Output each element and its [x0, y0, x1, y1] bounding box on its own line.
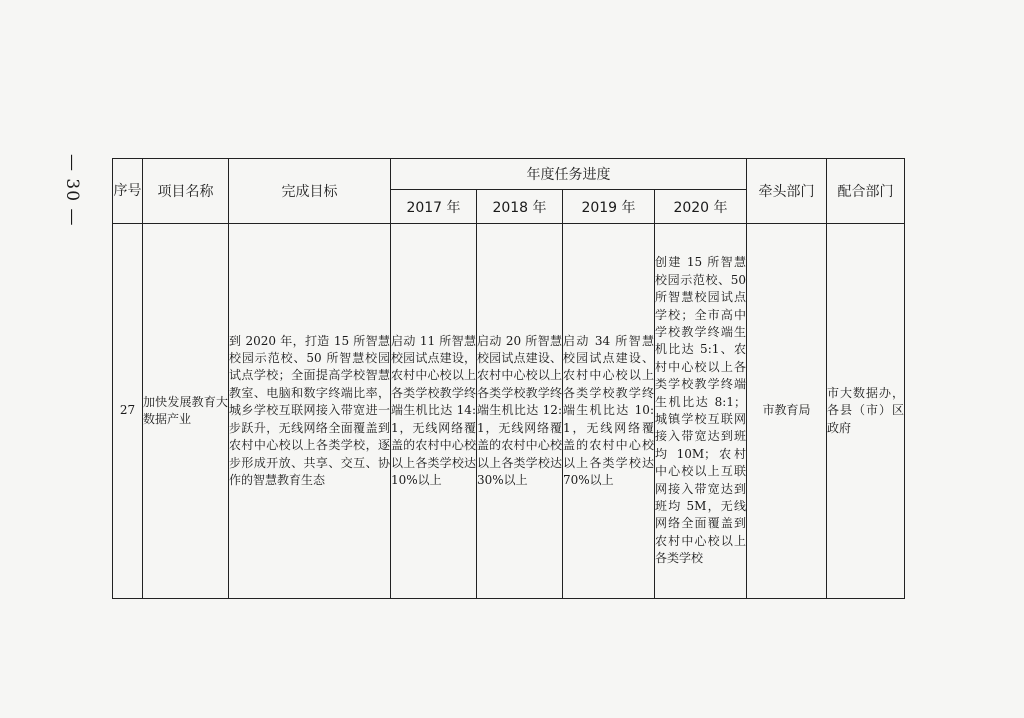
- header-lead-dept: 牵头部门: [747, 159, 827, 224]
- header-year-2019: 2019 年: [563, 190, 655, 224]
- header-row: [113, 159, 905, 190]
- cell-2018: 启动 20 所智慧校园试点建设、农村中心校以上各类学校教学终端生机比达 12:1，无线网络覆盖的农村中心校以上各类学校达 30%以上: [477, 224, 563, 599]
- cell-seq: 27: [113, 224, 143, 599]
- table-row: [113, 224, 905, 599]
- cell-lead-dept: 市教育局: [747, 224, 827, 599]
- cell-support-dept: 市大数据办，各县（市）区政府: [827, 224, 905, 599]
- cell-2019: 启动 34 所智慧校园试点建设、农村中心校以上各类学校教学终端生机比达 10:1，无线网络覆盖的农村中心校以上各类学校达 70%以上: [563, 224, 655, 599]
- header-seq: 序号: [113, 159, 143, 224]
- header-year-2017: 2017 年: [391, 190, 477, 224]
- cell-2017: 启动 11 所智慧校园试点建设，农村中心校以上各类学校教学终端生机比达 14:1，无线网络覆盖的农村中心校以上各类学校达 10%以上: [391, 224, 477, 599]
- header-annual-progress: 年度任务进度: [391, 159, 747, 190]
- cell-project-name: 加快发展教育大数据产业: [143, 224, 229, 599]
- cell-2020: 创建 15 所智慧校园示范校、50 所智慧校园试点学校；全市高中学校教学终端生机比达 5:1、农村中心校以上各类学校教学终端生机比达 8:1；城镇学校互联网接入带宽达到班均 10M；农村中心校以上互联网接入带宽达到班均 5M，无线网络全面覆盖到农村中心校以上各类学校: [655, 224, 747, 599]
- header-year-2018: 2018 年: [477, 190, 563, 224]
- header-year-2020: 2020 年: [655, 190, 747, 224]
- page-number: — 30 —: [62, 153, 82, 227]
- header-goal: 完成目标: [229, 159, 391, 224]
- task-table: [112, 158, 905, 599]
- header-support-dept: 配合部门: [827, 159, 905, 224]
- header-project-name: 项目名称: [143, 159, 229, 224]
- cell-goal: 到 2020 年，打造 15 所智慧校园示范校、50 所智慧校园试点学校；全面提高学校智慧教室、电脑和数字终端比率，城乡学校互联网接入带宽进一步跃升，无线网络全面覆盖到农村中心校以上各类学校，逐步形成开放、共享、交互、协作的智慧教育生态: [229, 224, 391, 599]
